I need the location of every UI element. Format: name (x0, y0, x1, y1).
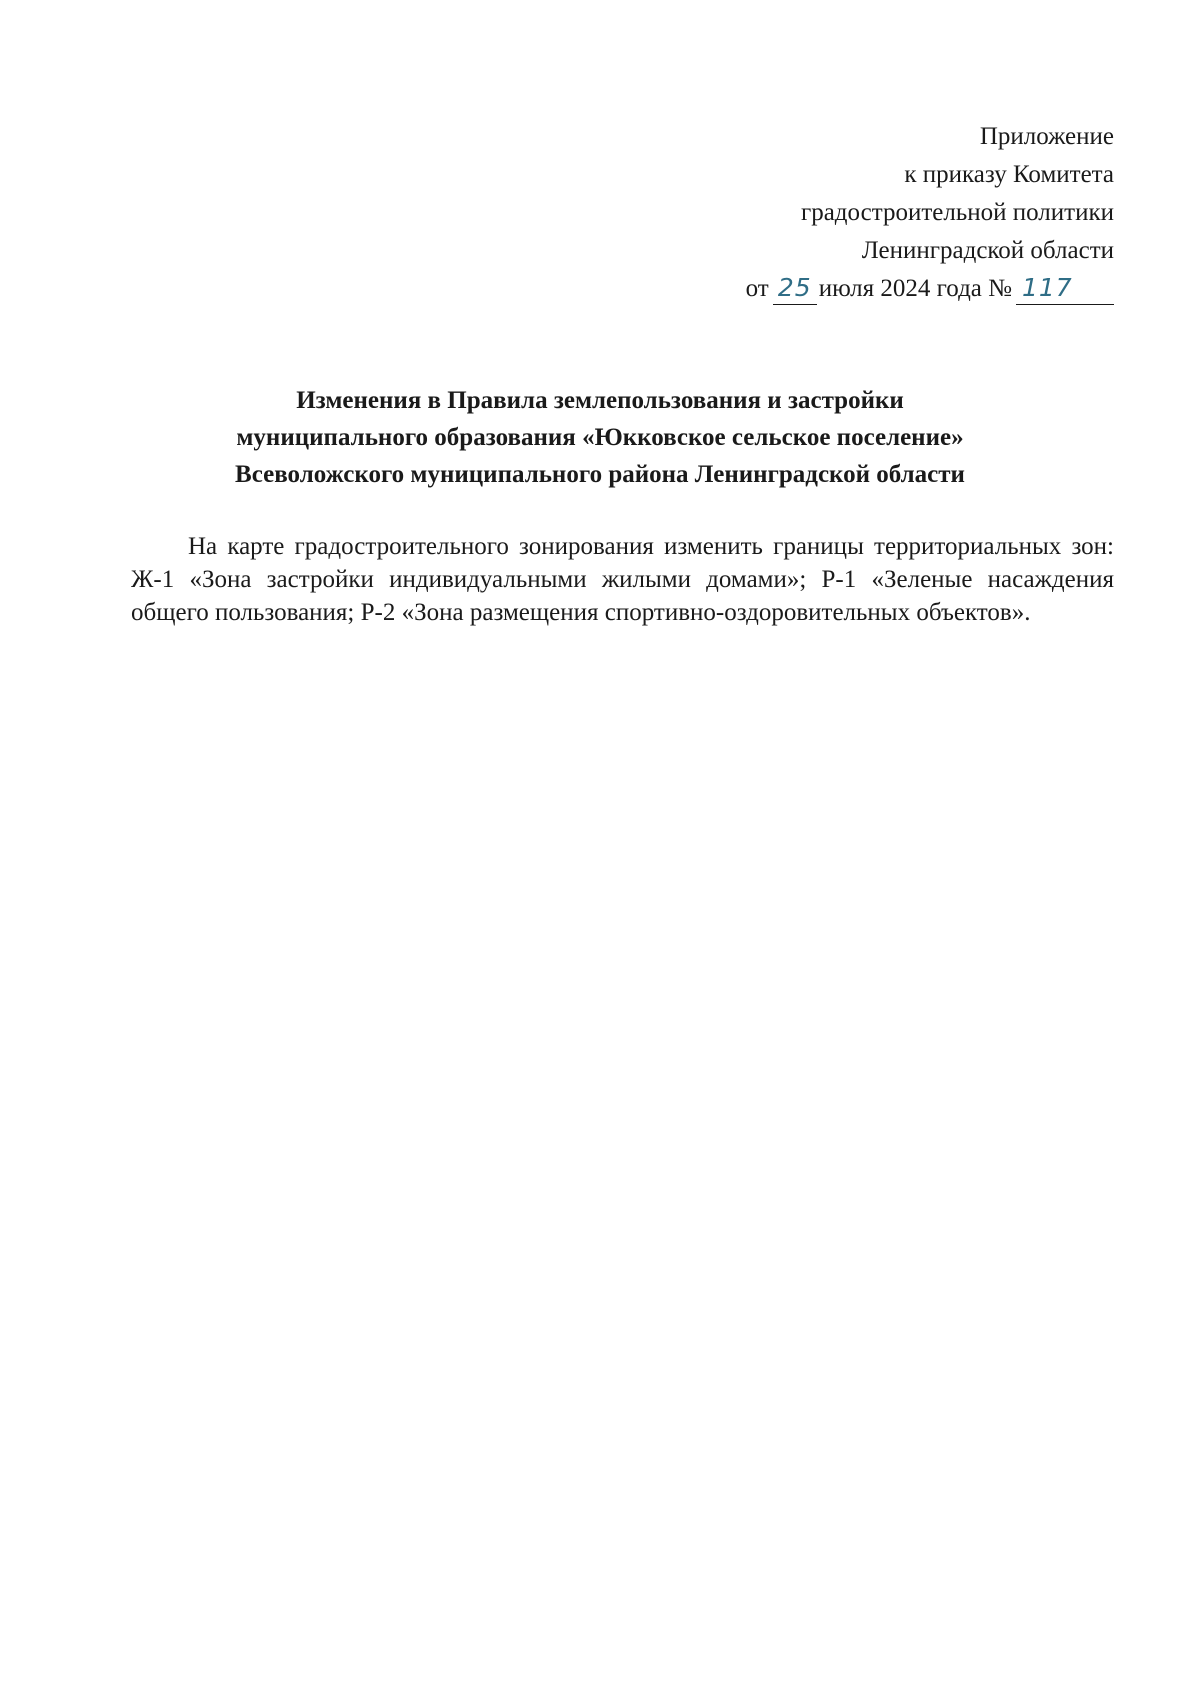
date-day-field (773, 273, 817, 305)
title-line-3: Всеволожского муниципального района Ленинградской области (235, 461, 965, 488)
appendix-header (594, 118, 1114, 308)
header-line-appendix: Приложение (979, 123, 1114, 150)
order-date-line (594, 270, 1114, 308)
order-number-field (1016, 273, 1114, 305)
header-line-region: Ленинградской области (861, 237, 1114, 264)
date-rest: июля 2024 года № (818, 275, 1012, 302)
title-line-2: муниципального образования «Юкковское сельское поселение» (236, 424, 964, 451)
header-line-order-ref: к приказу Комитета (904, 161, 1114, 188)
document-title (100, 382, 1100, 493)
body-paragraph: На карте градостроительного зонирования изменить границы территориальных зон: Ж-1 «Зона застройки индивидуальными жилыми домами»; Р-1 «Зеленые насаждения общего пользования; Р-2 «Зона размещения спортивно-оздоровительных объектов». (131, 533, 1114, 626)
handwritten-day: 25 (777, 273, 812, 302)
date-prefix: от (745, 275, 769, 302)
header-line-committee: градостроительной политики (800, 199, 1114, 226)
title-line-1: Изменения в Правила землепользования и застройки (296, 387, 904, 414)
handwritten-order-number: 117 (1022, 273, 1073, 302)
